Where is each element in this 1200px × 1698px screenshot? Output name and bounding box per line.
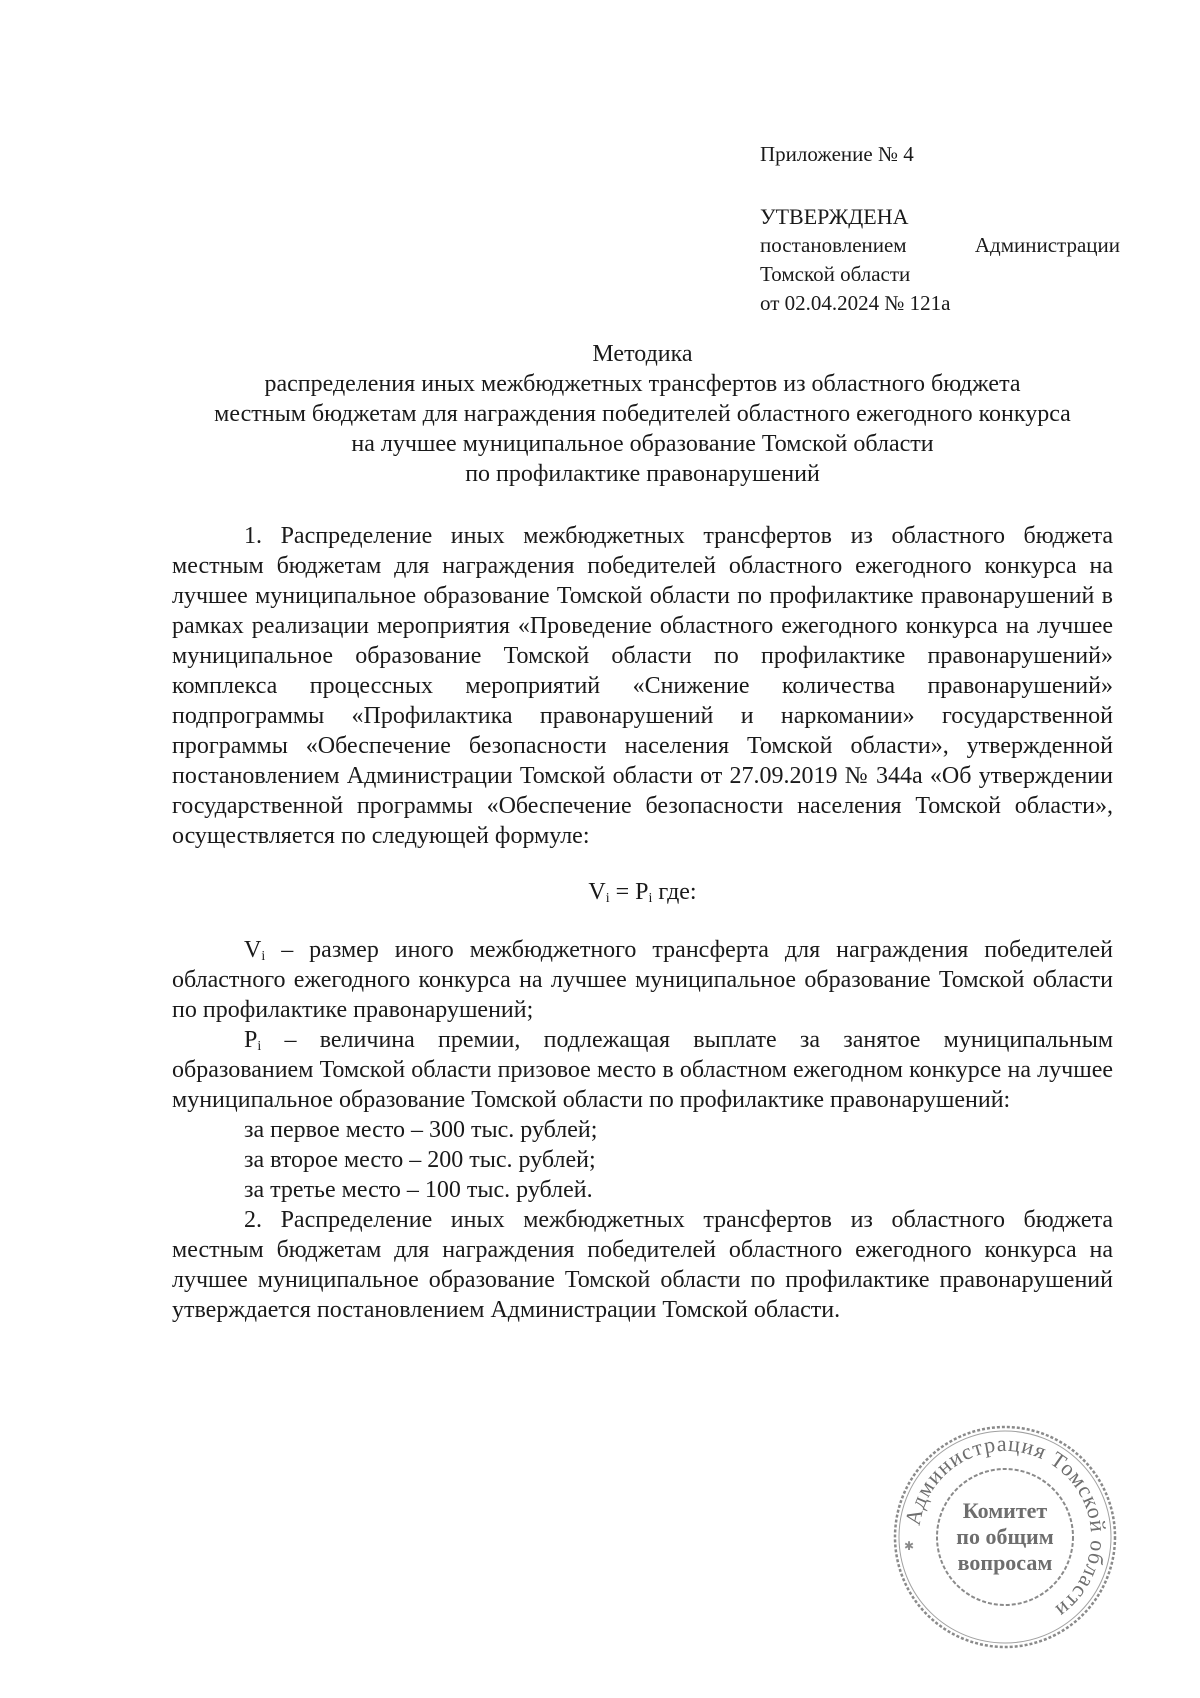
stamp-star-left-icon: ✱: [904, 1539, 915, 1553]
stamp-ring-textpath: Администрация Томской области: [899, 1430, 1112, 1624]
decree-word: постановлением: [760, 233, 907, 257]
title-line-4: по профилактике правонарушений: [465, 461, 820, 487]
decree-org: Администрации: [974, 233, 1120, 257]
title-line-3: на лучшее муниципальное образование Томской области: [351, 431, 934, 457]
approval-block: [760, 140, 1120, 318]
formula-p-sub: i: [648, 891, 653, 906]
official-stamp: [890, 1422, 1120, 1652]
stamp-center-line-1: Комитет: [962, 1498, 1048, 1523]
title-line-1: распределения иных межбюджетных трансфертов из областного бюджета: [264, 371, 1021, 397]
stamp-center-line-3: вопросам: [957, 1550, 1053, 1575]
definition-v-symbol: V: [244, 937, 262, 963]
annex-label: Приложение № 4: [760, 142, 914, 166]
formula-tail: где:: [652, 879, 697, 905]
approved-label: УТВЕРЖДЕНА: [760, 204, 909, 229]
decree-line: [760, 231, 1120, 260]
decree-date-number: от 02.04.2024 № 121а: [760, 291, 951, 315]
formula-equals: =: [609, 879, 636, 905]
prize-third: за третье место – 100 тыс. рублей.: [244, 1177, 593, 1203]
prize-first: за первое место – 300 тыс. рублей;: [244, 1117, 598, 1143]
title-line-2: местным бюджетам для награждения победителей областного ежегодного конкурса: [214, 401, 1071, 427]
document-body: [172, 521, 1113, 1325]
definition-p-text: – величина премии, подлежащая выплате за занятое муниципальным образованием Томской области призовое место в областном ежегодном конкурсе на лучшее муниципальное образование Томской области по профилактике правонарушений:: [172, 1027, 1113, 1113]
formula: [172, 877, 1113, 907]
definition-p: [172, 1025, 1113, 1115]
formula-v: V: [588, 879, 606, 905]
title-main: Методика: [592, 341, 693, 367]
stamp-center-line-2: по общим: [956, 1524, 1054, 1549]
formula-v-sub: i: [605, 891, 610, 906]
definition-p-symbol: P: [244, 1027, 258, 1053]
definition-v: [172, 935, 1113, 1025]
definition-v-text: – размер иного межбюджетного трансферта для награждения победителей областного ежегодного конкурса на лучшее муниципальное образование Томской области по профилактике правонарушений;: [172, 937, 1113, 1023]
paragraph-1: 1. Распределение иных межбюджетных трансфертов из областного бюджета местным бюджетам для награждения победителей областного ежегодного конкурса на лучшее муниципальное образование Томской области по профилактике правонарушений в рамках реализации мероприятия «Проведение областного ежегодного конкурса на лучшее муниципальное образование Томской области по профилактике правонарушений» комплекса процессных мероприятий «Снижение количества правонарушений» подпрограммы «Профилактика правонарушений и наркомании» государственной программы «Обеспечение безопасности населения Томской области», утвержденной постановлением Администрации Томской области от 27.09.2019 № 344а «Об утверждении государственной программы «Обеспечение безопасности населения Томской области», осуществляется по следующей формуле:: [172, 523, 1113, 849]
formula-p: P: [635, 879, 649, 905]
paragraph-2: 2. Распределение иных межбюджетных трансфертов из областного бюджета местным бюджетам для награждения победителей областного ежегодного конкурса на лучшее муниципальное образование Томской области по профилактике правонарушений утверждается постановлением Администрации Томской области.: [172, 1207, 1113, 1323]
document-title: [172, 339, 1113, 489]
prize-second: за второе место – 200 тыс. рублей;: [244, 1147, 596, 1173]
definition-v-sub: i: [261, 949, 266, 964]
region-label: Томской области: [760, 262, 911, 286]
definition-p-sub: i: [257, 1039, 262, 1054]
